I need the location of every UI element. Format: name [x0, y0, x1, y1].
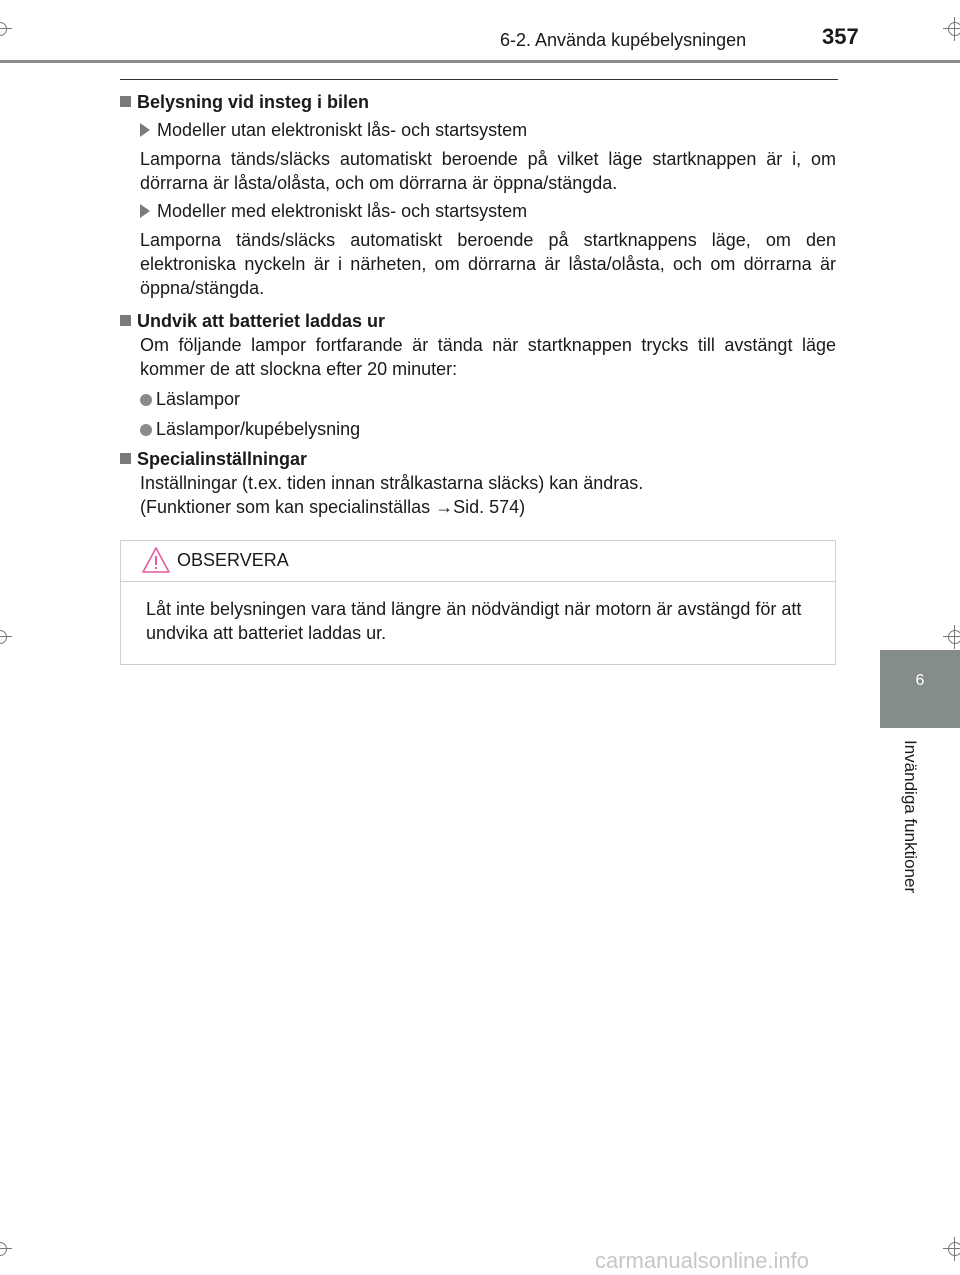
- crop-mark-mid-right: [943, 625, 960, 649]
- triangle-bullet-icon: [140, 204, 150, 218]
- notice-title: OBSERVERA: [177, 550, 289, 570]
- square-bullet-icon: [120, 96, 131, 107]
- triangle-bullet-icon: [140, 123, 150, 137]
- section-heading: Specialinställningar: [120, 447, 836, 471]
- crop-mark-top-left: [0, 17, 12, 41]
- crop-mark-bottom-right: [943, 1237, 960, 1261]
- circle-bullet-icon: [140, 394, 152, 406]
- crop-mark-mid-left: [0, 625, 12, 649]
- notice-text: Låt inte belysningen vara tänd längre än nödvändigt när motorn är avstängd för att undvika att batteriet laddas ur.: [146, 599, 802, 643]
- notice-header: [121, 541, 835, 582]
- page-content: [120, 88, 836, 523]
- body-line: Inställningar (t.ex. tiden innan strålkastarna släcks) kan ändras.: [140, 473, 644, 493]
- list-item: Läslampor/kupébelysning: [140, 417, 836, 441]
- section-header-title: 6-2. Använda kupébelysningen: [500, 30, 747, 50]
- list-item: Läslampor: [140, 387, 836, 411]
- warning-triangle-icon: [141, 545, 171, 580]
- notice-box: [120, 540, 836, 665]
- body-line: (Funktioner som kan specialinställas →Sid. 574): [140, 497, 526, 517]
- content-rule: [120, 79, 838, 80]
- crop-mark-bottom-left: [0, 1237, 12, 1261]
- circle-bullet-icon: [140, 424, 152, 436]
- page-number: 357: [822, 24, 859, 49]
- variant-label: Modeller med elektroniskt lås- och startsystem: [140, 199, 836, 223]
- chapter-number: 6: [915, 672, 925, 689]
- header-rule: [0, 60, 960, 63]
- square-bullet-icon: [120, 453, 131, 464]
- body-paragraph: Lamporna tänds/släcks automatiskt beroende på startknappens läge, om den elektroniska nyckeln är i närheten, om dörrarna är låsta/olåsta, och om dörrarna är öppna/stängda.: [140, 230, 836, 298]
- chapter-label: Invändiga funktioner: [901, 740, 920, 894]
- watermark: carmanualsonline.info: [595, 1248, 810, 1273]
- variant-label: Modeller utan elektroniskt lås- och startsystem: [140, 118, 836, 142]
- body-paragraph: Lamporna tänds/släcks automatiskt beroende på vilket läge startknappen är i, om dörrarna är låsta/olåsta, och om dörrarna är öppna/stängda.: [140, 149, 836, 193]
- square-bullet-icon: [120, 315, 131, 326]
- crop-mark-top-right: [943, 17, 960, 41]
- body-paragraph: Om följande lampor fortfarande är tända när startknappen trycks till avstängt läge kommer de att slockna efter 20 minuter:: [140, 335, 836, 379]
- section-heading: Belysning vid insteg i bilen: [120, 90, 836, 114]
- section-heading: Undvik att batteriet laddas ur: [120, 309, 836, 333]
- chapter-tab: [880, 650, 960, 728]
